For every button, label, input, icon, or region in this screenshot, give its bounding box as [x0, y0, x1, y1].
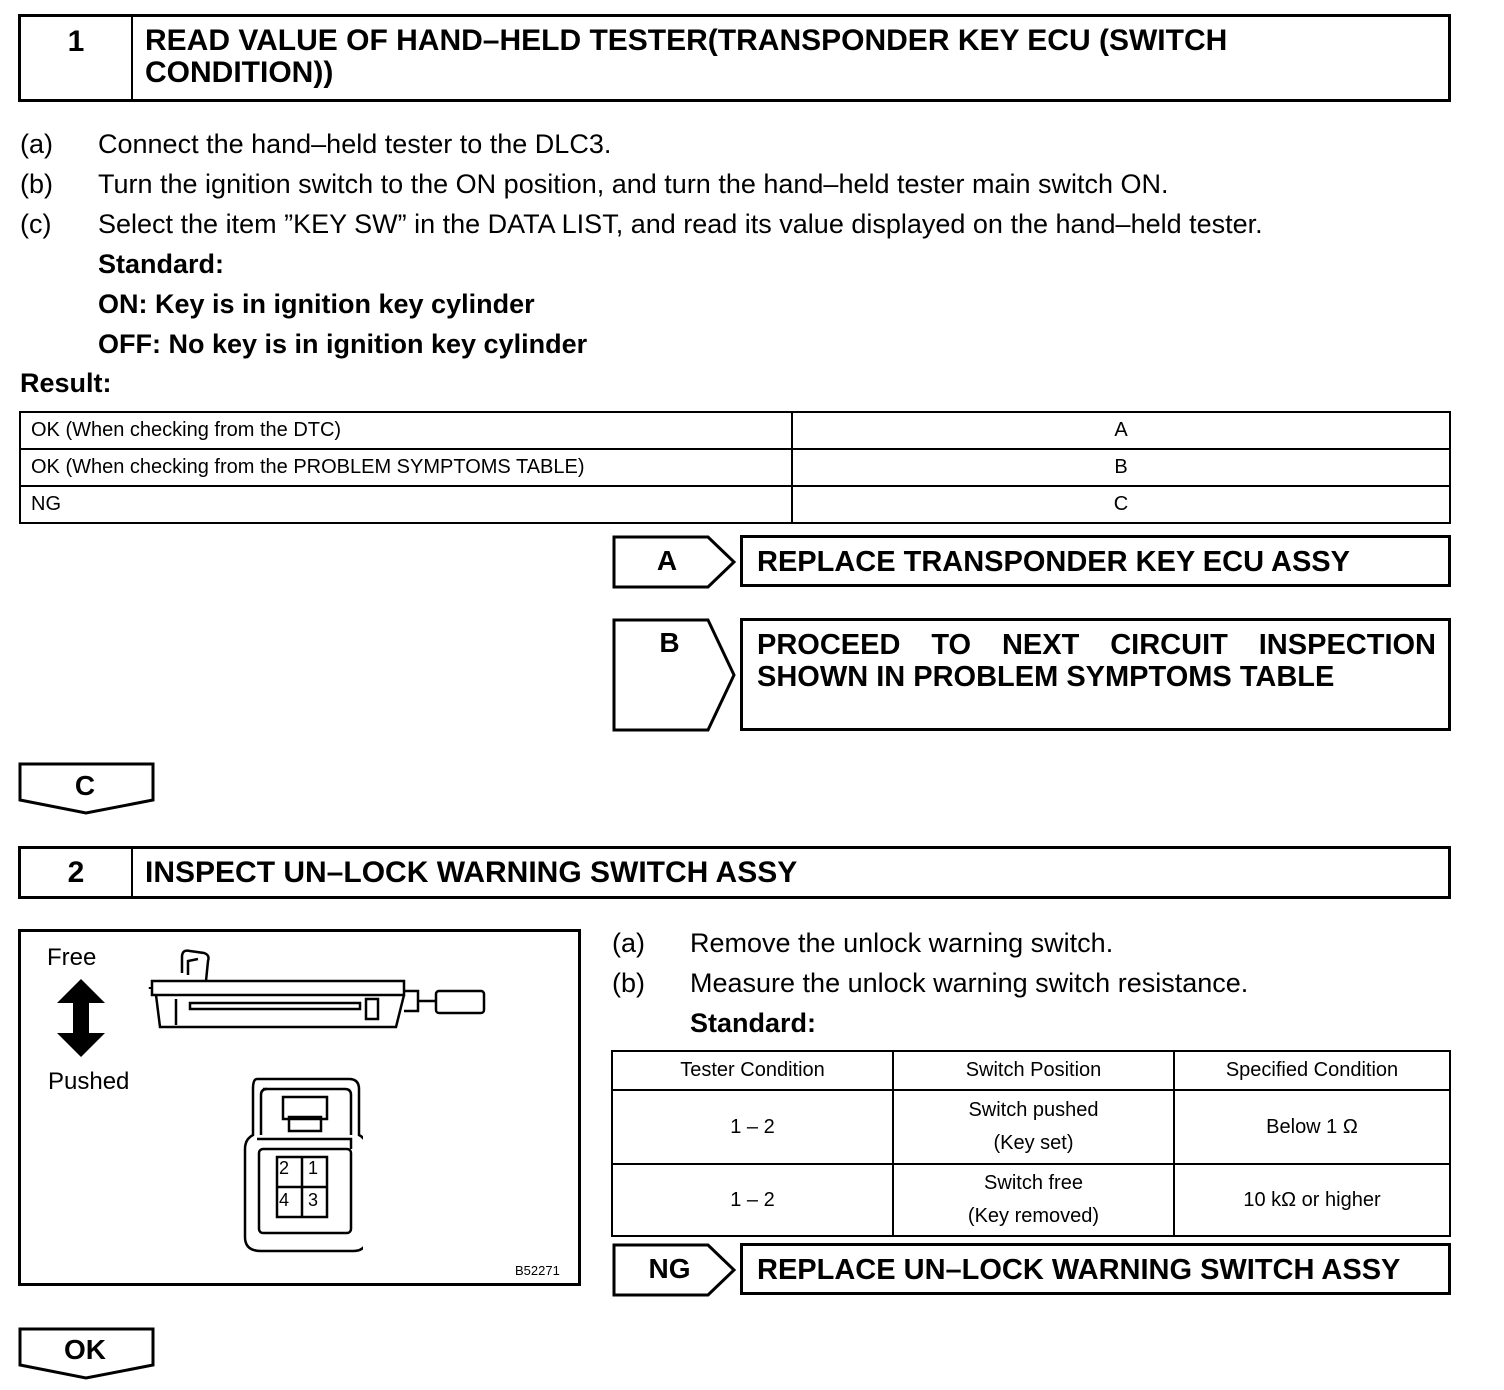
branch-a-label: A: [656, 545, 678, 576]
connector-front-view-icon: [243, 1077, 363, 1255]
step-title-line-1: READ VALUE OF HAND–HELD TESTER(TRANSPONDER KEY ECU (SWITCH: [145, 24, 1228, 57]
table-row: OK (When checking from the DTC) A: [20, 412, 1450, 449]
branch-b-result: [740, 618, 1451, 731]
switch-side-view-icon: [146, 947, 491, 1042]
pushed-label: Pushed: [48, 1068, 130, 1095]
branch-b-label: B: [659, 627, 680, 658]
ng-result: REPLACE UN–LOCK WARNING SWITCH ASSY: [740, 1243, 1451, 1295]
table-row: 1 – 2 Switch pushed (Key set) Below 1 Ω: [612, 1090, 1450, 1164]
instruction-a: (a) Remove the unlock warning switch.: [612, 928, 1114, 958]
standard-line-off: OFF: No key is in ignition key cylinder: [98, 329, 588, 359]
step-1-header: [18, 14, 1451, 102]
ok-label: OK: [64, 1334, 106, 1365]
step-title-line-2: CONDITION)): [145, 56, 334, 89]
pin-2: 2: [279, 1158, 290, 1178]
step-number: 2: [21, 849, 133, 896]
standard-label: Standard:: [98, 249, 225, 279]
pin-4: 4: [279, 1190, 290, 1210]
standard-line-on: ON: Key is in ignition key cylinder: [98, 289, 535, 319]
branch-b-line-1: PROCEED TO NEXT CIRCUIT INSPECTION: [757, 629, 1436, 661]
result-table: [19, 411, 1451, 524]
pin-3: 3: [308, 1190, 319, 1210]
step-2-header: [18, 846, 1451, 899]
step-title: [133, 17, 1448, 99]
result-label: Result:: [20, 368, 112, 398]
double-arrow-icon: [51, 977, 111, 1059]
branch-c-label: C: [74, 770, 96, 801]
standard-label: Standard:: [690, 1008, 817, 1038]
table-row: NG C: [20, 486, 1450, 523]
spec-table: [611, 1050, 1451, 1237]
table-row: OK (When checking from the PROBLEM SYMPTOMS TABLE) B: [20, 449, 1450, 486]
ng-label: NG: [648, 1253, 691, 1284]
switch-figure: [18, 929, 581, 1286]
step-title: INSPECT UN–LOCK WARNING SWITCH ASSY: [145, 855, 798, 889]
step-number: 1: [21, 17, 133, 99]
instruction-b: (b) Measure the unlock warning switch resistance.: [612, 968, 1249, 998]
instruction-a: (a) Connect the hand–held tester to the DLC3.: [20, 129, 612, 159]
instruction-b: (b) Turn the ignition switch to the ON position, and turn the hand–held tester main switch ON.: [20, 169, 1169, 199]
table-row: 1 – 2 Switch free (Key removed) 10 kΩ or higher: [612, 1164, 1450, 1236]
branch-a-result: REPLACE TRANSPONDER KEY ECU ASSY: [740, 535, 1451, 587]
pin-1: 1: [308, 1158, 319, 1178]
table-header: Tester Condition Switch Position Specified Condition: [612, 1051, 1450, 1090]
instruction-c: (c) Select the item ”KEY SW” in the DATA LIST, and read its value displayed on the hand–held tester.: [20, 209, 1263, 239]
branch-b-line-2: SHOWN IN PROBLEM SYMPTOMS TABLE: [757, 661, 1335, 693]
free-label: Free: [47, 944, 97, 971]
figure-code: B52271: [515, 1263, 560, 1278]
